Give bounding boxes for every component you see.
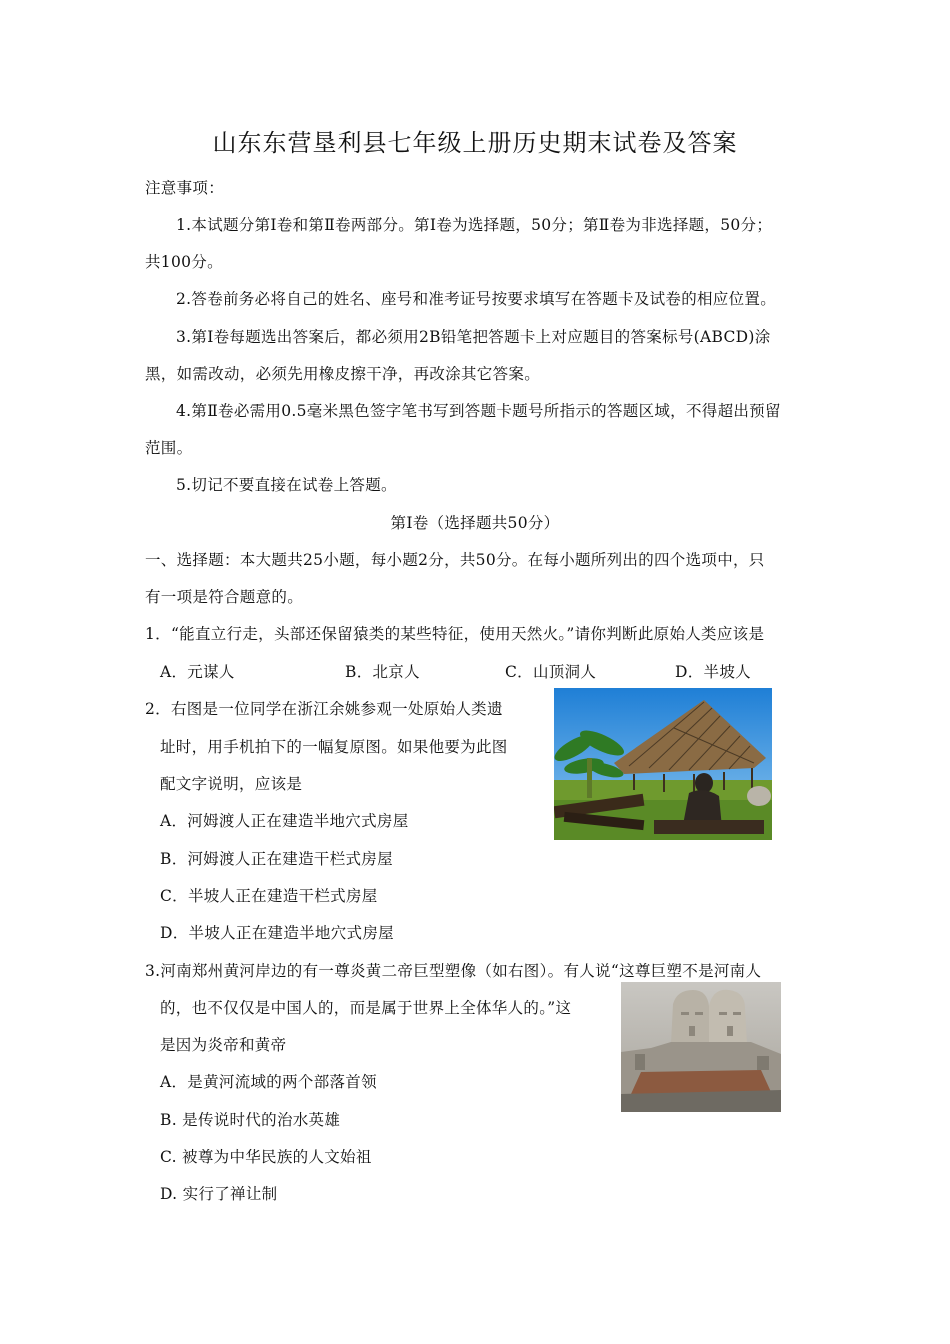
question-3-stem-cont2: 是因为炎帝和黄帝 <box>160 1036 287 1054</box>
section-title: 第Ⅰ卷（选择题共50分） <box>390 514 560 532</box>
notice-item-2: 2.答卷前务必将自己的姓名、座号和准考证号按要求填写在答题卡及试卷的相应位置。 <box>176 290 776 308</box>
notice-item-3-cont: 黑，如需改动，必须先用橡皮擦干净，再改涂其它答案。 <box>145 365 541 383</box>
notice-item-4: 4.第Ⅱ卷必需用0.5毫米黑色签字笔书写到答题卡题号所指示的答题区域，不得超出预留 <box>176 402 781 420</box>
notice-item-1: 1.本试题分第Ⅰ卷和第Ⅱ卷两部分。第Ⅰ卷为选择题，50分；第Ⅱ卷为非选择题，50分； <box>176 216 773 234</box>
question-3-stem: 3.河南郑州黄河岸边的有一尊炎黄二帝巨型塑像（如右图）。有人说“这尊巨塑不是河南人 <box>145 962 762 980</box>
question-3-option-c: C. 被尊为中华民族的人文始祖 <box>160 1148 372 1166</box>
question-2-stem-cont2: 配文字说明，应该是 <box>160 775 303 793</box>
yan-huang-statue-image <box>621 982 781 1112</box>
notice-item-4-cont: 范围。 <box>145 439 193 457</box>
notice-item-3: 3.第Ⅰ卷每题选出答案后，都必须用2B铅笔把答题卡上对应题目的答案标号(ABCD)涂 <box>176 328 771 346</box>
notice-item-5: 5.切记不要直接在试卷上答题。 <box>176 476 397 494</box>
question-1-option-d: D．半坡人 <box>675 663 751 681</box>
question-1-option-a: A．元谋人 <box>160 663 235 681</box>
notice-heading: 注意事项： <box>145 179 225 197</box>
section-intro-cont: 有一项是符合题意的。 <box>145 588 304 606</box>
hemudu-stilt-house-image <box>554 688 772 840</box>
question-1-option-b: B．北京人 <box>345 663 420 681</box>
question-2-option-b: B．河姆渡人正在建造干栏式房屋 <box>160 850 393 868</box>
question-3-option-b: B. 是传说时代的治水英雄 <box>160 1111 341 1129</box>
question-2-option-c: C．半坡人正在建造干栏式房屋 <box>160 887 378 905</box>
question-2-stem: 2．右图是一位同学在浙江余姚参观一处原始人类遗 <box>145 700 503 718</box>
question-3-option-a: A．是黄河流域的两个部落首领 <box>160 1073 377 1091</box>
question-2-option-d: D．半坡人正在建造半地穴式房屋 <box>160 924 394 942</box>
question-2-stem-cont: 址时，用手机拍下的一幅复原图。如果他要为此图 <box>160 738 508 756</box>
question-3-stem-cont: 的，也不仅仅是中国人的，而是属于世界上全体华人的。”这 <box>160 999 572 1017</box>
question-1-option-c: C．山顶洞人 <box>505 663 597 681</box>
question-1-stem: 1．“能直立行走，头部还保留猿类的某些特征，使用天然火。”请你判断此原始人类应该是 <box>145 625 765 643</box>
notice-item-1-cont: 共100分。 <box>145 253 223 271</box>
section-intro: 一、选择题：本大题共25小题，每小题2分，共50分。在每小题所列出的四个选项中，只 <box>145 551 765 569</box>
question-3-option-d: D. 实行了禅让制 <box>160 1185 278 1203</box>
page-title: 山东东营垦利县七年级上册历史期末试卷及答案 <box>212 129 738 157</box>
question-2-option-a: A．河姆渡人正在建造半地穴式房屋 <box>160 812 409 830</box>
